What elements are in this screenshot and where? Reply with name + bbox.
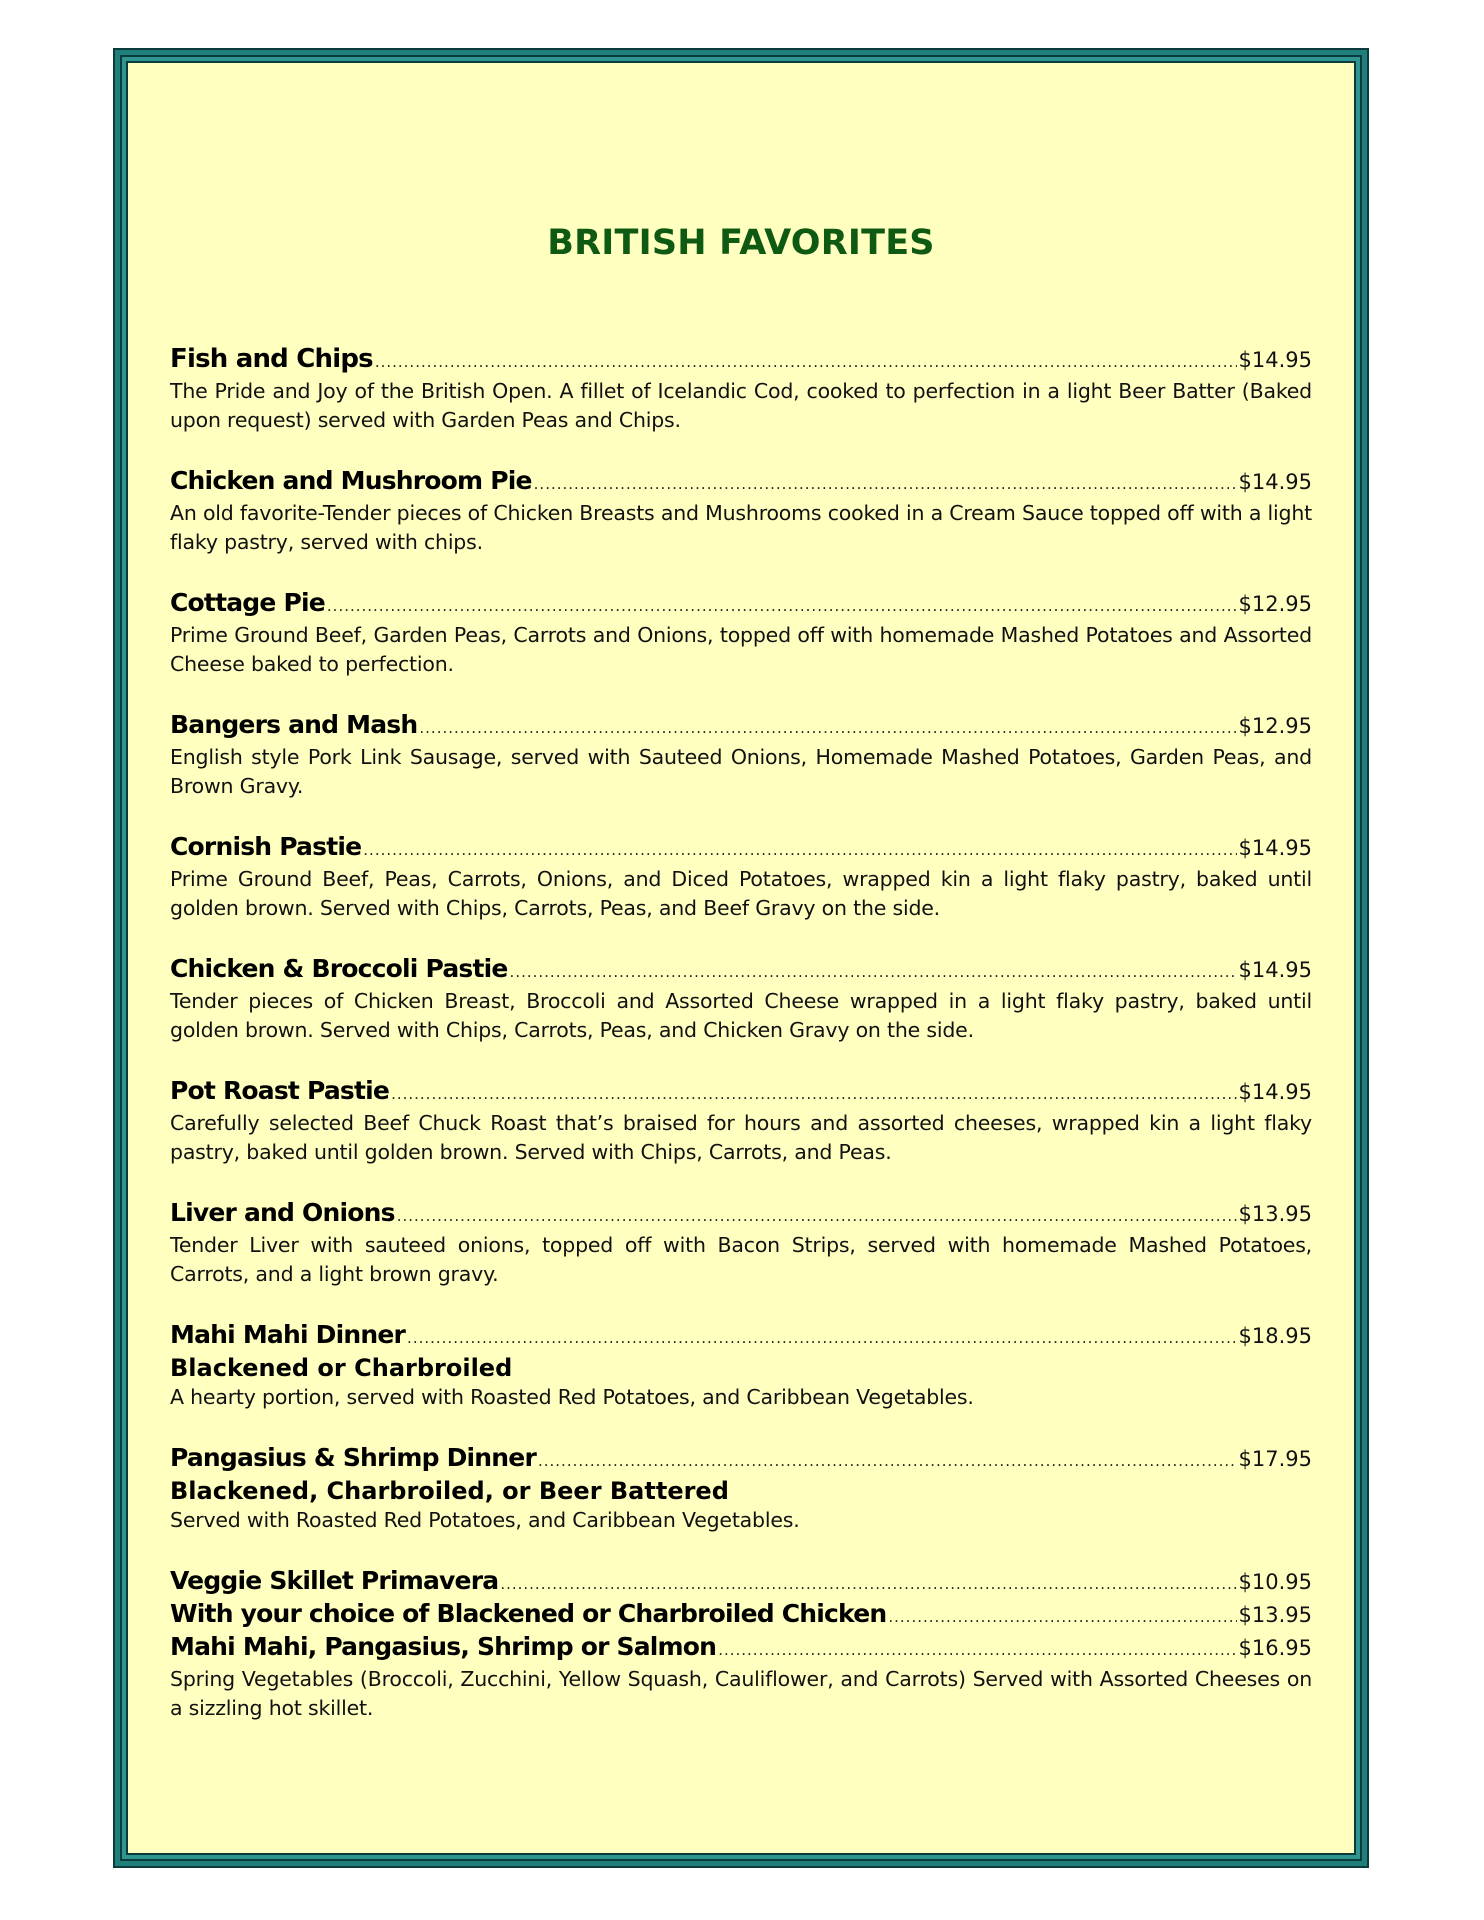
dot-leader (419, 719, 1236, 737)
menu-item-liver-and-onions (170, 1198, 1312, 1289)
item-header (170, 466, 1312, 499)
item-header (170, 344, 1312, 377)
option-name: With your choice of Blackened or Charbroiled Chicken (170, 1599, 887, 1628)
item-description: Spring Vegetables (Broccoli, Zucchini, Yellow Squash, Cauliflower, and Carrots) Served with Assorted Cheeses on a sizzling hot skillet. (170, 1667, 1312, 1720)
option-price: $16.95 (1238, 1636, 1312, 1660)
menu-item-cornish-pastie (170, 832, 1312, 923)
item-description: English style Pork Link Sausage, served with Sauteed Onions, Homemade Mashed Potatoes, Garden Peas, and Brown Gravy. (170, 745, 1312, 798)
menu-item-pot-roast-pastie (170, 1076, 1312, 1167)
dot-leader (534, 475, 1237, 493)
item-price: $14.95 (1238, 348, 1312, 372)
menu-items (170, 344, 1312, 1754)
dot-leader (500, 1575, 1236, 1593)
item-header (170, 1443, 1312, 1476)
item-description: Tender pieces of Chicken Breast, Broccoli and Assorted Cheese wrapped in a light flaky pastry, baked until golden brown. Served with Chips, Carrots, Peas, and Chicken Gravy on the side. (170, 989, 1312, 1042)
menu-item-fish-and-chips (170, 344, 1312, 435)
menu-item-bangers-and-mash (170, 710, 1312, 801)
option-name: Mahi Mahi, Pangasius, Shrimp or Salmon (170, 1632, 717, 1661)
item-name: Mahi Mahi Dinner (170, 1320, 406, 1349)
dot-leader (888, 1608, 1236, 1626)
item-option (170, 1599, 1312, 1632)
item-price: $18.95 (1238, 1324, 1312, 1348)
item-subtitle: Blackened, Charbroiled, or Beer Battered (170, 1477, 729, 1505)
dot-leader (363, 841, 1236, 859)
item-name: Chicken & Broccoli Pastie (170, 954, 508, 983)
item-description: A hearty portion, served with Roasted Red Potatoes, and Caribbean Vegetables. (170, 1385, 974, 1409)
dot-leader (375, 353, 1237, 371)
item-header (170, 1320, 1312, 1353)
dot-leader (510, 963, 1237, 981)
item-subtitle: Blackened or Charbroiled (170, 1354, 513, 1382)
item-price: $13.95 (1238, 1202, 1312, 1226)
dot-leader (327, 597, 1237, 615)
item-name: Cornish Pastie (170, 832, 362, 861)
dot-leader (407, 1329, 1236, 1347)
dot-leader (391, 1085, 1236, 1103)
item-header (170, 1566, 1312, 1599)
menu-title: BRITISH FAVORITES (547, 223, 935, 263)
item-price: $14.95 (1238, 958, 1312, 982)
item-header (170, 588, 1312, 621)
item-name: Bangers and Mash (170, 710, 418, 739)
item-price: $14.95 (1238, 1080, 1312, 1104)
item-header (170, 1198, 1312, 1231)
item-name: Pot Roast Pastie (170, 1076, 390, 1105)
item-option (170, 1632, 1312, 1665)
dot-leader (397, 1207, 1237, 1225)
menu-border-inner (120, 55, 1362, 1861)
item-name: Liver and Onions (170, 1198, 395, 1227)
menu-item-veggie-skillet-primavera (170, 1566, 1312, 1723)
item-name: Veggie Skillet Primavera (170, 1566, 499, 1595)
item-price: $12.95 (1238, 592, 1312, 616)
item-header (170, 832, 1312, 865)
item-description: An old favorite-Tender pieces of Chicken Breasts and Mushrooms cooked in a Cream Sauce topped off with a light flaky pastry, served with chips. (170, 501, 1312, 554)
menu-item-cottage-pie (170, 588, 1312, 679)
item-header (170, 1076, 1312, 1109)
item-header (170, 710, 1312, 743)
menu-item-mahi-mahi-dinner (170, 1320, 1312, 1412)
dot-leader (718, 1641, 1236, 1659)
menu-item-pangasius-shrimp-dinner (170, 1443, 1312, 1535)
item-description: Served with Roasted Red Potatoes, and Caribbean Vegetables. (170, 1508, 800, 1532)
item-description: Tender Liver with sauteed onions, topped off with Bacon Strips, served with homemade Mashed Potatoes, Carrots, and a light brown gravy. (170, 1233, 1312, 1286)
item-description: The Pride and Joy of the British Open. A fillet of Icelandic Cod, cooked to perfection in a light Beer Batter (Baked upon request) served with Garden Peas and Chips. (170, 379, 1312, 432)
item-description: Prime Ground Beef, Garden Peas, Carrots and Onions, topped off with homemade Mashed Potatoes and Assorted Cheese baked to perfection. (170, 623, 1312, 676)
menu-border (113, 48, 1369, 1868)
dot-leader (538, 1452, 1237, 1470)
item-header (170, 954, 1312, 987)
item-price: $14.95 (1238, 836, 1312, 860)
item-price: $14.95 (1238, 470, 1312, 494)
item-name: Chicken and Mushroom Pie (170, 466, 532, 495)
menu-item-chicken-broccoli-pastie (170, 954, 1312, 1045)
item-name: Pangasius & Shrimp Dinner (170, 1443, 536, 1472)
item-name: Cottage Pie (170, 588, 325, 617)
item-description: Carefully selected Beef Chuck Roast that’s braised for hours and assorted cheeses, wrapped kin a light flaky pastry, baked until golden brown. Served with Chips, Carrots, and Peas. (170, 1111, 1312, 1164)
option-price: $13.95 (1238, 1603, 1312, 1627)
item-price: $17.95 (1238, 1447, 1312, 1471)
item-price: $12.95 (1238, 714, 1312, 738)
menu-page (126, 61, 1356, 1855)
item-description: Prime Ground Beef, Peas, Carrots, Onions, and Diced Potatoes, wrapped kin a light flaky pastry, baked until golden brown. Served with Chips, Carrots, Peas, and Beef Gravy on the side. (170, 867, 1312, 920)
item-price: $10.95 (1238, 1570, 1312, 1594)
menu-item-chicken-mushroom-pie (170, 466, 1312, 557)
item-name: Fish and Chips (170, 344, 373, 374)
